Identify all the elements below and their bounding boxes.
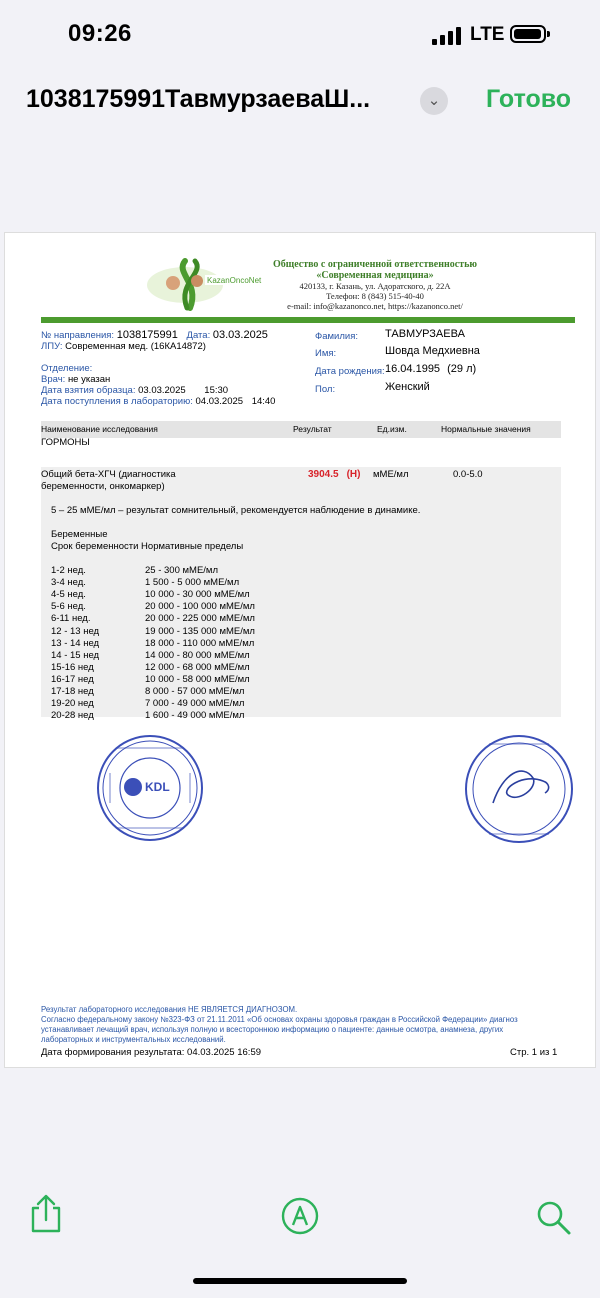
col-unit-header: Ед.изм. <box>377 424 407 434</box>
pregnant-title: Беременные <box>51 529 108 540</box>
name-value: Шовда Медхиевна <box>385 345 480 357</box>
dob-label: Дата рождения: <box>315 366 385 377</box>
kazanonconet-logo <box>145 253 265 313</box>
test-name-line1: Общий бета-ХГЧ (диагностика <box>41 469 176 480</box>
norm-value: 0.0-5.0 <box>453 469 483 480</box>
org-address: 420133, г. Казань, ул. Адоратского, д. 22А <box>299 281 451 291</box>
result-value: 3904.5 (H) <box>308 469 361 480</box>
reference-term: 15-16 нед <box>51 661 94 673</box>
sample-date-row: Дата взятия образца: 03.03.2025 15:30 <box>41 385 229 396</box>
result-unit: мМЕ/мл <box>373 469 409 480</box>
reference-range: 1 600 - 49 000 мМЕ/мл <box>145 710 245 722</box>
battery-icon <box>510 25 546 43</box>
section-title: ГОРМОНЫ <box>41 437 90 448</box>
org-line-2: «Современная медицина» <box>316 270 434 281</box>
reference-term: 19-20 нед <box>51 698 94 710</box>
reference-term: 6-11 нед. <box>51 613 91 625</box>
department-label: Отделение: <box>41 363 93 374</box>
search-icon[interactable] <box>534 1198 574 1238</box>
reference-term: 13 - 14 нед <box>51 637 100 649</box>
reference-range: 10 000 - 58 000 мМЕ/мл <box>145 673 250 685</box>
doctor-row: Врач: не указан <box>41 374 111 385</box>
nav-bar <box>0 75 600 135</box>
reference-term: 17-18 нед <box>51 686 94 697</box>
home-indicator[interactable] <box>193 1278 407 1284</box>
share-icon[interactable] <box>28 1194 64 1234</box>
reference-range: 25 - 300 мМЕ/мл <box>145 565 218 576</box>
sex-value: Женский <box>385 381 430 393</box>
network-type: LTE <box>470 24 505 45</box>
logo-text: KazanOncoNet <box>207 276 262 285</box>
lpu-row: ЛПУ: Современная мед. (16КА14872) <box>41 341 206 352</box>
reference-term: 16-17 нед <box>51 673 94 685</box>
col-norm-header: Нормальные значения <box>441 424 531 434</box>
reference-range: 20 000 - 225 000 мМЕ/мл <box>145 613 255 625</box>
reference-range: 1 500 - 5 000 мМЕ/мл <box>145 577 240 589</box>
formed-date: Дата формирования результата: 04.03.2025 16:59 <box>41 1047 262 1058</box>
result-comment: 5 – 25 мМЕ/мл – результат сомнительный, рекомендуется наблюдение в динамике. <box>51 505 421 516</box>
reference-term: 12 - 13 нед <box>51 625 100 637</box>
reference-term: 5-6 нед. <box>51 601 86 613</box>
dob-value: 16.04.1995 (29 л) <box>385 363 477 375</box>
name-label: Имя: <box>315 348 337 359</box>
reference-range: 7 000 - 49 000 мМЕ/мл <box>145 698 245 710</box>
reference-range: 8 000 - 57 000 мМЕ/мл <box>145 686 245 697</box>
referral-row: № направления: 1038175991 Дата: 03.03.2025 <box>41 329 268 341</box>
page-number: Стр. 1 из 1 <box>510 1047 558 1058</box>
reference-range: 19 000 - 135 000 мМЕ/мл <box>145 625 255 637</box>
document-title[interactable]: 1038175991ТавмурзаеваШ... <box>26 85 371 113</box>
reference-range: 14 000 - 80 000 мМЕ/мл <box>145 649 250 661</box>
reference-term: 20-28 нед <box>51 710 94 722</box>
disclaimer-line3: устанавливает лечащий врач, используя полную и всестороннюю информацию о пациенте: данные осмотра, анамнеза, других <box>41 1025 504 1034</box>
reference-range: 20 000 - 100 000 мМЕ/мл <box>145 601 255 613</box>
disclaimer-line1: Результат лабораторного исследования НЕ ЯВЛЯЕТСЯ ДИАГНОЗОМ. <box>41 1005 298 1014</box>
reference-range: 18 000 - 110 000 мМЕ/мл <box>145 637 255 649</box>
org-phone: Телефон: 8 (843) 515-40-40 <box>326 291 424 301</box>
lab-date-row: Дата поступления в лабораторию: 04.03.2025 14:40 <box>41 396 276 407</box>
sex-label: Пол: <box>315 384 336 395</box>
org-line-1: Общество с ограниченной ответственностью <box>272 259 478 270</box>
disclaimer-line4: лабораторных и инструментальных исследований. <box>41 1035 226 1044</box>
col-result-header: Результат <box>293 424 332 434</box>
col-name-header: Наименование исследования <box>41 424 158 434</box>
reference-term: 14 - 15 нед <box>51 649 100 661</box>
org-email: e-mail: info@kazanonco.net, https://kazanonco.net/ <box>287 301 463 311</box>
reference-term: 1-2 нед. <box>51 565 86 576</box>
doctor-stamp <box>463 733 575 845</box>
kdl-stamp <box>95 733 205 843</box>
surname-value: ТАВМУРЗАЕВА <box>385 328 465 340</box>
reference-range: 12 000 - 68 000 мМЕ/мл <box>145 661 250 673</box>
markup-icon[interactable] <box>280 1196 320 1236</box>
chevron-down-icon[interactable]: ⌄ <box>420 87 448 115</box>
reference-header: Срок беременности Нормативные пределы <box>51 541 244 552</box>
header-divider <box>41 317 575 323</box>
status-bar <box>0 0 600 70</box>
disclaimer <box>41 1005 561 1045</box>
status-time: 09:26 <box>68 20 132 47</box>
stamp-brand: KDL <box>145 780 170 794</box>
disclaimer-line2: Согласно федеральному закону №323-ФЗ от 21.11.2011 «Об основах охраны здоровья граждан в Российской Федерации» диагноз <box>41 1015 518 1024</box>
cellular-signal-icon <box>432 27 466 45</box>
done-button[interactable]: Готово <box>486 85 572 113</box>
reference-term: 3-4 нед. <box>51 577 86 589</box>
organization-header <box>255 259 495 311</box>
reference-range: 10 000 - 30 000 мМЕ/мл <box>145 589 250 601</box>
reference-term: 4-5 нед. <box>51 589 86 601</box>
test-name-line2: беременности, онкомаркер) <box>41 481 165 492</box>
surname-label: Фамилия: <box>315 331 358 342</box>
signature <box>493 771 549 803</box>
document-page[interactable] <box>4 232 596 1068</box>
